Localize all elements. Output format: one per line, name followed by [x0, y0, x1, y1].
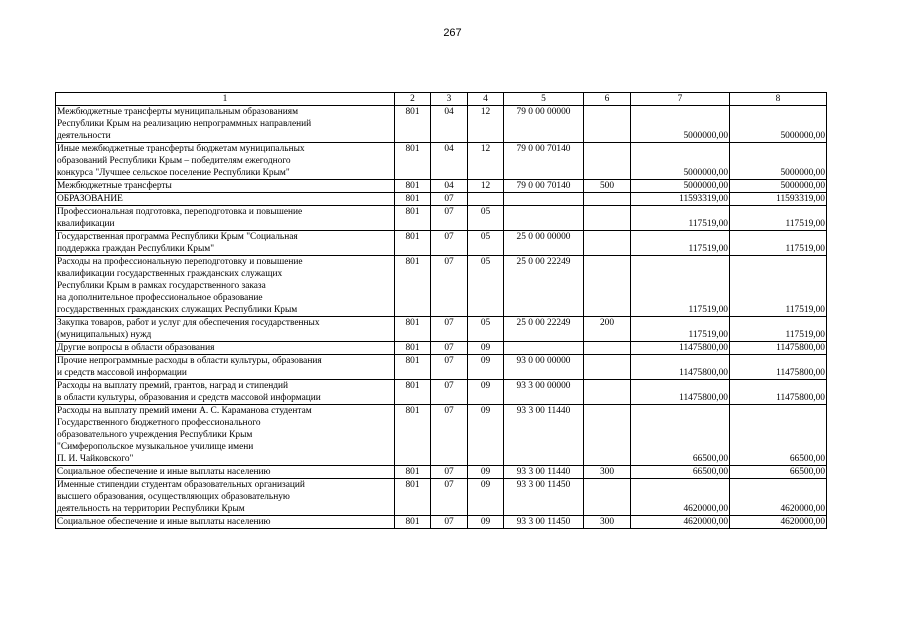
target-article-cell: [504, 206, 584, 231]
table-row: [56, 231, 827, 256]
table-row: [56, 317, 827, 342]
table-row: [56, 355, 827, 380]
expense-name-cell: [56, 516, 395, 529]
subsection-code-cell: 09: [468, 380, 504, 405]
page-number: 267: [443, 27, 462, 39]
amount-cell: 5000000,00: [631, 106, 730, 143]
budget-table: [55, 92, 827, 529]
expense-name-cell: [56, 317, 395, 342]
expense-name-line: высшего образования, осуществляющих образовательную: [57, 492, 290, 502]
table-row: [56, 479, 827, 516]
target-article-cell: 93 3 00 11450: [504, 516, 584, 529]
section-code-cell: 07: [431, 355, 468, 380]
expense-name-line: (муниципальных) нужд: [57, 330, 152, 340]
amount-cell: 5000000,00: [730, 106, 827, 143]
expense-type-cell: [584, 380, 631, 405]
table-row: [56, 466, 827, 479]
department-code-cell: 801: [395, 231, 431, 256]
expense-type-cell: [584, 342, 631, 355]
expense-type-cell: [584, 106, 631, 143]
section-code-cell: 07: [431, 516, 468, 529]
expense-type-cell: [584, 193, 631, 206]
expense-name-line: в области культуры, образования и средств массовой информации: [57, 393, 321, 403]
subsection-code-cell: 05: [468, 231, 504, 256]
amount-cell: 11475800,00: [631, 355, 730, 380]
department-code-cell: 801: [395, 206, 431, 231]
section-code-cell: 07: [431, 479, 468, 516]
expense-name-line: Иные межбюджетные трансферты бюджетам муниципальных: [57, 144, 305, 154]
amount-cell: 117519,00: [730, 256, 827, 317]
expense-name-line: Республики Крым в рамках государственного заказа: [57, 281, 266, 291]
section-code-cell: 07: [431, 193, 468, 206]
subsection-code-cell: 05: [468, 256, 504, 317]
subsection-code-cell: 09: [468, 466, 504, 479]
amount-cell: 66500,00: [730, 405, 827, 466]
expense-type-cell: [584, 479, 631, 516]
target-article-cell: [504, 193, 584, 206]
table-row: [56, 405, 827, 466]
expense-name-line: Другие вопросы в области образования: [57, 343, 215, 353]
expense-name-line: Именные стипендии студентам образовательных организаций: [57, 480, 305, 490]
subsection-code-cell: 09: [468, 516, 504, 529]
department-code-cell: 801: [395, 355, 431, 380]
department-code-cell: 801: [395, 193, 431, 206]
amount-cell: 117519,00: [631, 231, 730, 256]
amount-cell: 5000000,00: [631, 180, 730, 193]
amount-cell: 117519,00: [730, 206, 827, 231]
target-article-cell: 93 3 00 00000: [504, 380, 584, 405]
expense-name-cell: [56, 256, 395, 317]
column-header: 8: [730, 93, 827, 106]
target-article-cell: 93 0 00 00000: [504, 355, 584, 380]
subsection-code-cell: 09: [468, 405, 504, 466]
expense-name-line: и средств массовой информации: [57, 368, 187, 378]
expense-type-cell: [584, 231, 631, 256]
expense-name-line: Профессиональная подготовка, переподготовка и повышение: [57, 207, 303, 217]
target-article-cell: 93 3 00 11440: [504, 466, 584, 479]
expense-name-line: деятельность на территории Республики Крым: [57, 504, 245, 514]
subsection-code-cell: 05: [468, 206, 504, 231]
amount-cell: 5000000,00: [631, 143, 730, 180]
expense-name-line: конкурса "Лучшее сельское поселение Республики Крым": [57, 168, 290, 178]
table-row: [56, 256, 827, 317]
amount-cell: 11475800,00: [631, 342, 730, 355]
table-row: [56, 180, 827, 193]
department-code-cell: 801: [395, 405, 431, 466]
target-article-cell: 93 3 00 11450: [504, 479, 584, 516]
expense-name-line: Расходы на выплату премий, грантов, наград и стипендий: [57, 381, 289, 391]
subsection-code-cell: 09: [468, 342, 504, 355]
expense-name-line: Закупка товаров, работ и услуг для обеспечения государственных: [57, 318, 320, 328]
amount-cell: 4620000,00: [631, 479, 730, 516]
table-row: [56, 380, 827, 405]
amount-cell: 11593319,00: [730, 193, 827, 206]
expense-name-line: поддержка граждан Республики Крым": [57, 244, 215, 254]
amount-cell: 4620000,00: [730, 516, 827, 529]
target-article-cell: 79 0 00 00000: [504, 106, 584, 143]
subsection-code-cell: 12: [468, 143, 504, 180]
expense-name-cell: [56, 466, 395, 479]
expense-name-cell: [56, 342, 395, 355]
expense-name-line: квалификации: [57, 219, 115, 229]
section-code-cell: 07: [431, 380, 468, 405]
expense-type-cell: [584, 355, 631, 380]
table-row: [56, 193, 827, 206]
table-row: [56, 342, 827, 355]
target-article-cell: 25 0 00 22249: [504, 256, 584, 317]
department-code-cell: 801: [395, 106, 431, 143]
table-row: [56, 106, 827, 143]
expense-name-line: Межбюджетные трансферты: [57, 181, 172, 191]
expense-name-cell: [56, 405, 395, 466]
department-code-cell: 801: [395, 180, 431, 193]
expense-type-cell: 500: [584, 180, 631, 193]
expense-name-cell: [56, 143, 395, 180]
amount-cell: 117519,00: [631, 206, 730, 231]
section-code-cell: 07: [431, 206, 468, 231]
subsection-code-cell: 12: [468, 180, 504, 193]
amount-cell: 11475800,00: [730, 355, 827, 380]
amount-cell: 117519,00: [730, 317, 827, 342]
table-row: [56, 143, 827, 180]
expense-name-line: на дополнительное профессиональное образование: [57, 293, 263, 303]
table-row: [56, 516, 827, 529]
section-code-cell: 04: [431, 106, 468, 143]
column-header: 2: [395, 93, 431, 106]
expense-name-line: квалификации государственных гражданских служащих: [57, 269, 283, 279]
section-code-cell: 07: [431, 317, 468, 342]
expense-name-cell: [56, 231, 395, 256]
department-code-cell: 801: [395, 256, 431, 317]
expense-type-cell: [584, 143, 631, 180]
expense-name-line: П. И. Чайковского": [57, 454, 134, 464]
section-code-cell: 04: [431, 180, 468, 193]
amount-cell: 117519,00: [631, 256, 730, 317]
expense-name-cell: [56, 180, 395, 193]
expense-name-cell: [56, 106, 395, 143]
column-header: 6: [584, 93, 631, 106]
expense-name-cell: [56, 380, 395, 405]
amount-cell: 11475800,00: [730, 380, 827, 405]
section-code-cell: 07: [431, 256, 468, 317]
amount-cell: 5000000,00: [730, 143, 827, 180]
expense-name-cell: [56, 206, 395, 231]
department-code-cell: 801: [395, 143, 431, 180]
expense-name-line: Расходы на профессиональную переподготовку и повышение: [57, 257, 303, 267]
department-code-cell: 801: [395, 317, 431, 342]
expense-name-cell: [56, 355, 395, 380]
target-article-cell: 79 0 00 70140: [504, 180, 584, 193]
expense-type-cell: 300: [584, 516, 631, 529]
table-row: [56, 206, 827, 231]
department-code-cell: 801: [395, 516, 431, 529]
amount-cell: 11593319,00: [631, 193, 730, 206]
target-article-cell: 25 0 00 00000: [504, 231, 584, 256]
expense-name-line: деятельности: [57, 131, 111, 141]
amount-cell: 66500,00: [631, 466, 730, 479]
department-code-cell: 801: [395, 479, 431, 516]
target-article-cell: [504, 342, 584, 355]
amount-cell: 4620000,00: [631, 516, 730, 529]
column-header: 7: [631, 93, 730, 106]
expense-name-line: Государственная программа Республики Крым "Социальная: [57, 232, 298, 242]
expense-name-line: образований Республики Крым – победителям ежегодного: [57, 156, 291, 166]
section-code-cell: 04: [431, 143, 468, 180]
amount-cell: 4620000,00: [730, 479, 827, 516]
section-code-cell: 07: [431, 405, 468, 466]
subsection-code-cell: 12: [468, 106, 504, 143]
amount-cell: 11475800,00: [730, 342, 827, 355]
target-article-cell: 79 0 00 70140: [504, 143, 584, 180]
expense-name-cell: [56, 193, 395, 206]
amount-cell: 117519,00: [730, 231, 827, 256]
expense-type-cell: [584, 206, 631, 231]
expense-name-cell: [56, 479, 395, 516]
expense-name-line: Прочие непрограммные расходы в области культуры, образования: [57, 356, 322, 366]
expense-name-line: ОБРАЗОВАНИЕ: [57, 194, 123, 204]
expense-type-cell: 300: [584, 466, 631, 479]
expense-name-line: Государственного бюджетного профессионального: [57, 418, 261, 428]
column-header: 4: [468, 93, 504, 106]
target-article-cell: 25 0 00 22249: [504, 317, 584, 342]
subsection-code-cell: [468, 193, 504, 206]
section-code-cell: 07: [431, 342, 468, 355]
amount-cell: 11475800,00: [631, 380, 730, 405]
department-code-cell: 801: [395, 342, 431, 355]
expense-name-line: "Симферопольское музыкальное училище имени: [57, 442, 254, 452]
expense-name-line: Межбюджетные трансферты муниципальным образованиям: [57, 107, 298, 117]
amount-cell: 66500,00: [631, 405, 730, 466]
amount-cell: 5000000,00: [730, 180, 827, 193]
amount-cell: 66500,00: [730, 466, 827, 479]
amount-cell: 117519,00: [631, 317, 730, 342]
expense-name-line: образовательного учреждения Республики Крым: [57, 430, 253, 440]
header-row: [56, 93, 827, 106]
expense-name-line: Социальное обеспечение и иные выплаты населению: [57, 517, 271, 527]
department-code-cell: 801: [395, 466, 431, 479]
section-code-cell: 07: [431, 466, 468, 479]
expense-type-cell: [584, 405, 631, 466]
expense-name-line: Социальное обеспечение и иные выплаты населению: [57, 467, 271, 477]
expense-name-line: Расходы на выплату премий имени А. С. Караманова студентам: [57, 406, 312, 416]
expense-type-cell: 200: [584, 317, 631, 342]
subsection-code-cell: 09: [468, 479, 504, 516]
department-code-cell: 801: [395, 380, 431, 405]
expense-type-cell: [584, 256, 631, 317]
section-code-cell: 07: [431, 231, 468, 256]
column-header: 1: [56, 93, 395, 106]
expense-name-line: Республики Крым на реализацию непрограммных направлений: [57, 119, 312, 129]
column-header: 3: [431, 93, 468, 106]
target-article-cell: 93 3 00 11440: [504, 405, 584, 466]
subsection-code-cell: 05: [468, 317, 504, 342]
expense-name-line: государственных гражданских служащих Республики Крым: [57, 305, 298, 315]
column-header: 5: [504, 93, 584, 106]
subsection-code-cell: 09: [468, 355, 504, 380]
